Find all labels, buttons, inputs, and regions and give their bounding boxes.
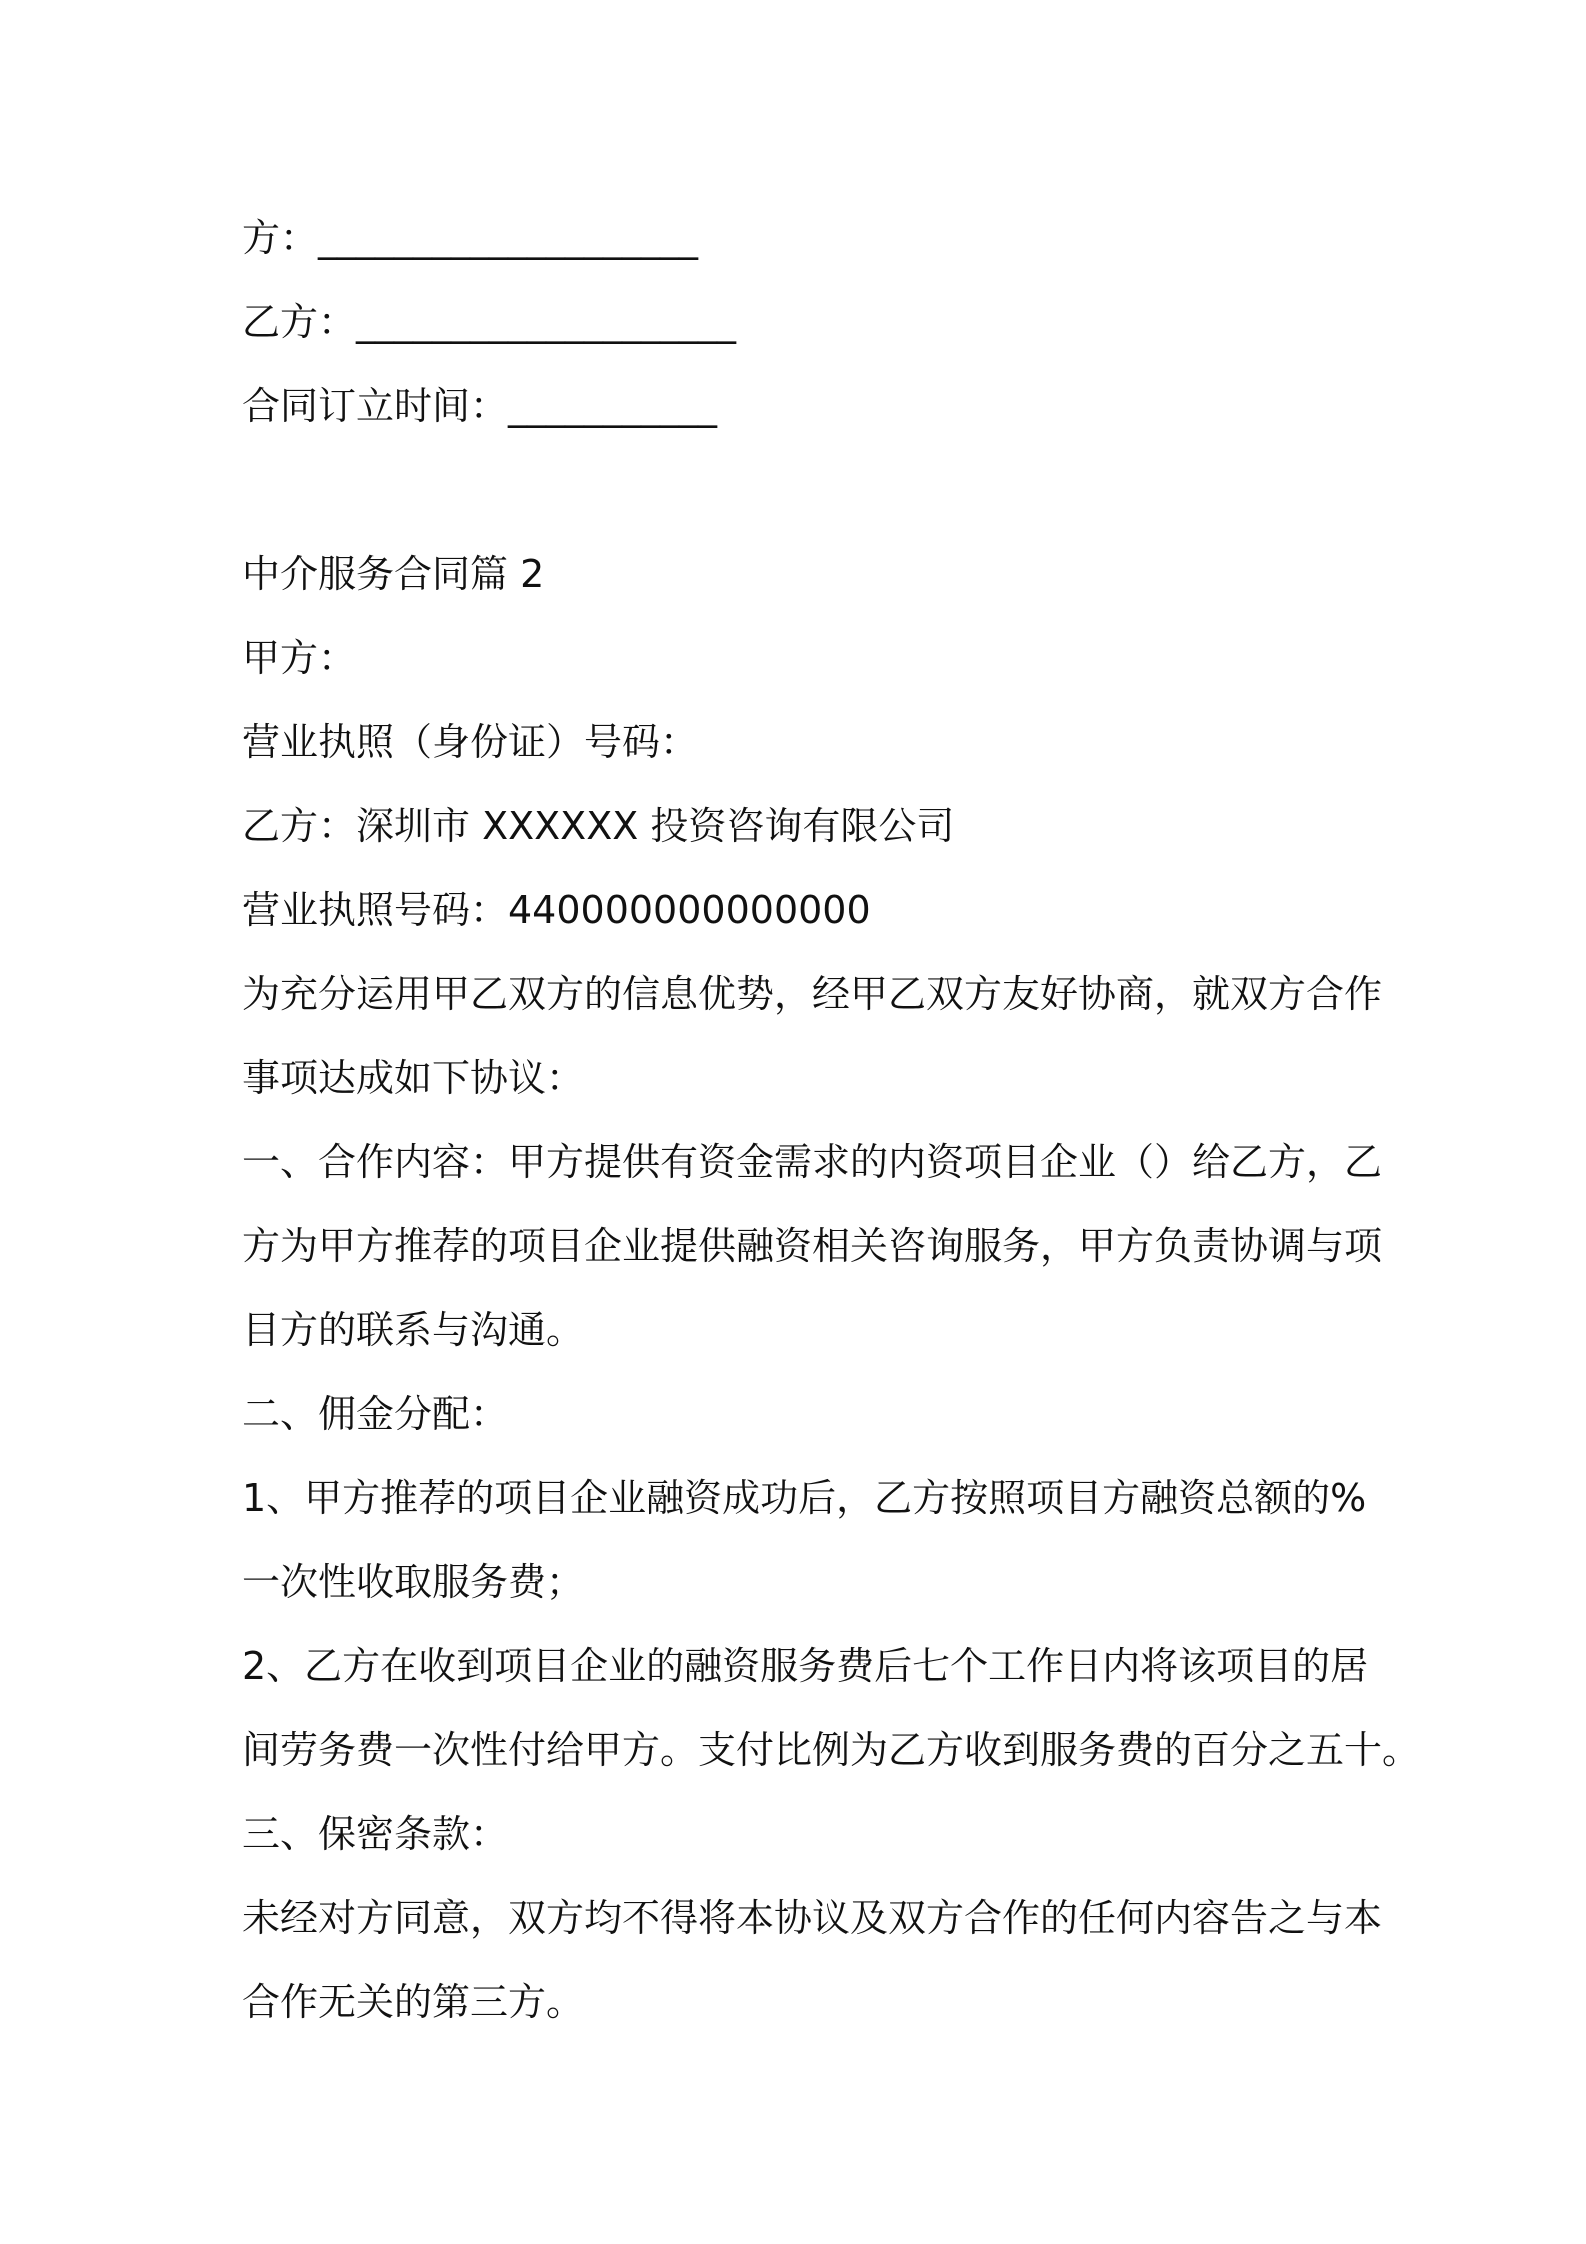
paragraph-line: 目方的联系与沟通。 <box>242 1308 585 1352</box>
paragraph-line: 三、保密条款： <box>242 1812 509 1856</box>
paragraph-line: 营业执照（身份证）号码： <box>242 720 699 764</box>
paragraph-line: 甲方： <box>242 636 357 680</box>
document-body <box>242 196 1421 2044</box>
paragraph-line: 间劳务费一次性付给甲方。支付比例为乙方收到服务费的百分之五十。 <box>242 1728 1421 1772</box>
paragraph-line: 2、乙方在收到项目企业的融资服务费后七个工作日内将该项目的居 <box>242 1644 1369 1688</box>
paragraph-line: 方为甲方推荐的项目企业提供融资相关咨询服务，甲方负责协调与项 <box>242 1224 1383 1268</box>
party-b-blank: ____________________ <box>356 300 737 344</box>
party-a-label: 方： <box>242 216 319 260</box>
section-spacer <box>242 448 1372 532</box>
paragraph-line: 乙方：深圳市 XXXXXX 投资咨询有限公司 <box>242 804 955 848</box>
paragraph-line: 一、合作内容：甲方提供有资金需求的内资项目企业（）给乙方，乙 <box>242 1140 1383 1184</box>
paragraph-line: 1、甲方推荐的项目企业融资成功后，乙方按照项目方融资总额的% <box>242 1476 1367 1520</box>
paragraph-line: 二、佣金分配： <box>242 1392 509 1436</box>
paragraph-line: 营业执照号码：440000000000000 <box>242 888 871 932</box>
party-a-blank: ____________________ <box>318 216 699 260</box>
party-b-label: 乙方： <box>242 300 357 344</box>
paragraph-line: 未经对方同意，双方均不得将本协议及双方合作的任何内容告之与本 <box>242 1896 1383 1940</box>
paragraph-line: 一次性收取服务费； <box>242 1560 585 1604</box>
paragraph-line: 事项达成如下协议： <box>242 1056 585 1100</box>
section-title: 中介服务合同篇 2 <box>242 552 545 596</box>
contract-date-line <box>242 364 1372 448</box>
contract-date-blank: ___________ <box>508 384 718 428</box>
party-b-signature-line <box>242 280 1372 364</box>
contract-date-label: 合同订立时间： <box>242 384 509 428</box>
paragraph-line: 为充分运用甲乙双方的信息优势，经甲乙双方友好协商，就双方合作 <box>242 972 1383 1016</box>
paragraph-line: 合作无关的第三方。 <box>242 1980 585 2024</box>
party-a-signature-line <box>242 196 1372 280</box>
